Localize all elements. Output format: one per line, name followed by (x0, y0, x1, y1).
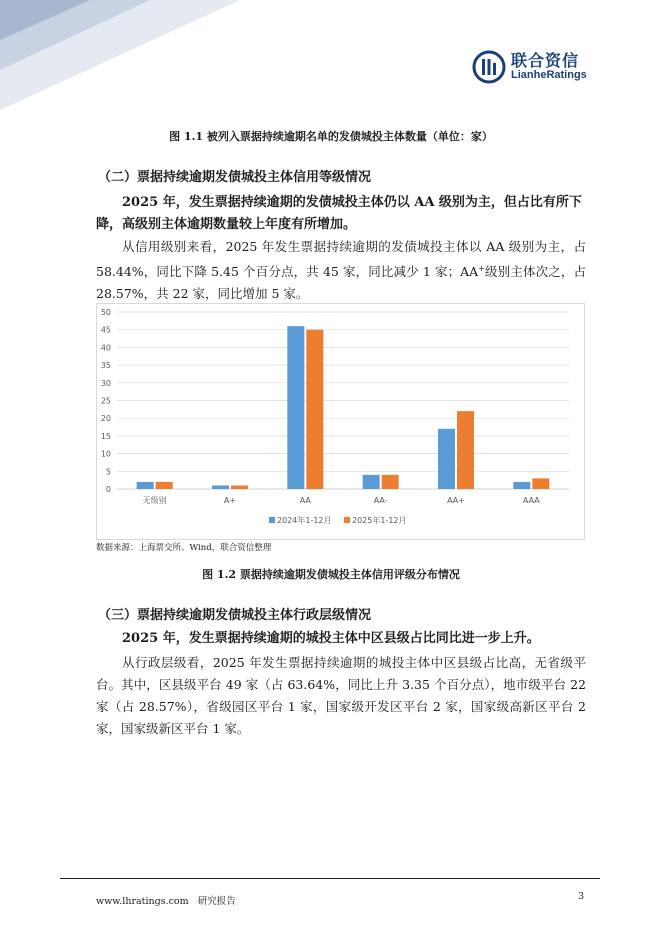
bar-2024 (212, 485, 229, 489)
figure-2-source: 数据来源：上海票交所、Wind，联合资信整理 (96, 543, 272, 553)
legend-label: 2024年1-12月 (277, 516, 332, 525)
y-tick-label: 25 (100, 396, 111, 406)
bar-2025 (156, 482, 173, 489)
section-3-body: 从行政层级看，2025 年发生票据持续逾期的城投主体中区县级占比高，无省级平台。其中，区县级平台 49 家（占 63.64%，同比上升 3.35 个百分点），地市级平台 22 家（占 28.57%），省级园区平台 1 家，国家级开发区平台 2 家，国家级高新区平台 2 家，国家级新区平台 1 家。 (96, 655, 586, 736)
footer-left (96, 893, 236, 907)
section-2-body-pre: 从信用级别来看，2025 年发生票据持续逾期的发债城投主体以 AA 级别为主，占 58.44%，同比下降 5.45 个百分点，共 45 家，同比减少 1 家；AA (96, 239, 586, 280)
legend-swatch (269, 517, 275, 523)
y-tick-label: 15 (100, 431, 111, 441)
header-corner-decoration (0, 0, 240, 110)
figure-2-caption: 图 1.2 票据持续逾期发债城投主体信用评级分布情况 (202, 568, 460, 581)
y-tick-label: 35 (100, 361, 111, 371)
y-tick-label: 20 (100, 414, 111, 424)
footer-label: 研究报告 (197, 896, 236, 907)
y-tick-label: 5 (105, 467, 111, 477)
x-tick-label: AA+ (447, 496, 465, 505)
bar-2025 (382, 475, 399, 489)
footer-url[interactable]: www.lhratings.com (96, 896, 189, 907)
bar-2025 (532, 478, 549, 489)
x-tick-label: AAA (522, 496, 540, 505)
bar-2024 (513, 482, 530, 489)
figure-1-caption: 图 1.1 被列入票据持续逾期名单的发债城投主体数量（单位：家） (169, 130, 493, 143)
chart-svg (97, 304, 584, 539)
company-logo (472, 50, 587, 84)
logo-chinese-name: 联合资信 (511, 50, 580, 70)
section-2-body (96, 236, 586, 305)
y-tick-label: 0 (105, 485, 111, 494)
bar-2025 (457, 411, 474, 489)
logo-mark-icon (472, 50, 506, 84)
y-tick-label: 40 (100, 343, 111, 353)
y-tick-label: 10 (100, 449, 111, 459)
legend-label: 2025年1-12月 (352, 516, 407, 525)
bar-2024 (137, 482, 154, 489)
section-2-summary: 2025 年，发生票据持续逾期的发债城投主体仍以 AA 级别为主，但占比有所下降，高级别主体逾期数量较上年度有所增加。 (96, 195, 582, 232)
rating-distribution-chart (96, 303, 585, 540)
x-tick-label: AA- (373, 496, 388, 505)
bar-2024 (438, 429, 455, 489)
bar-2024 (287, 326, 304, 489)
section-2-heading: （二）票据持续逾期发债城投主体信用等级情况 (98, 170, 372, 185)
x-tick-label: 无级别 (142, 496, 167, 505)
section-2-body-sup: + (478, 264, 485, 273)
y-tick-label: 45 (100, 325, 111, 335)
x-tick-label: AA (299, 496, 311, 505)
bar-2025 (306, 330, 323, 489)
legend-swatch (344, 517, 350, 523)
page-number: 3 (578, 891, 585, 902)
footer-divider (60, 878, 600, 879)
section-3-heading: （三）票据持续逾期发债城投主体行政层级情况 (98, 608, 372, 623)
y-tick-label: 50 (100, 308, 111, 317)
bar-2024 (363, 475, 380, 489)
section-3-summary: 2025 年，发生票据持续逾期的城投主体中区县级占比同比进一步上升。 (122, 631, 540, 646)
x-tick-label: A+ (223, 496, 237, 505)
bar-2025 (231, 485, 248, 489)
section-2-body-post: 级别主体次之，占 28.57%，共 22 家，同比增加 5 家。 (96, 264, 586, 302)
logo-english-name: LianheRatings (511, 68, 587, 81)
y-tick-label: 30 (100, 378, 111, 388)
